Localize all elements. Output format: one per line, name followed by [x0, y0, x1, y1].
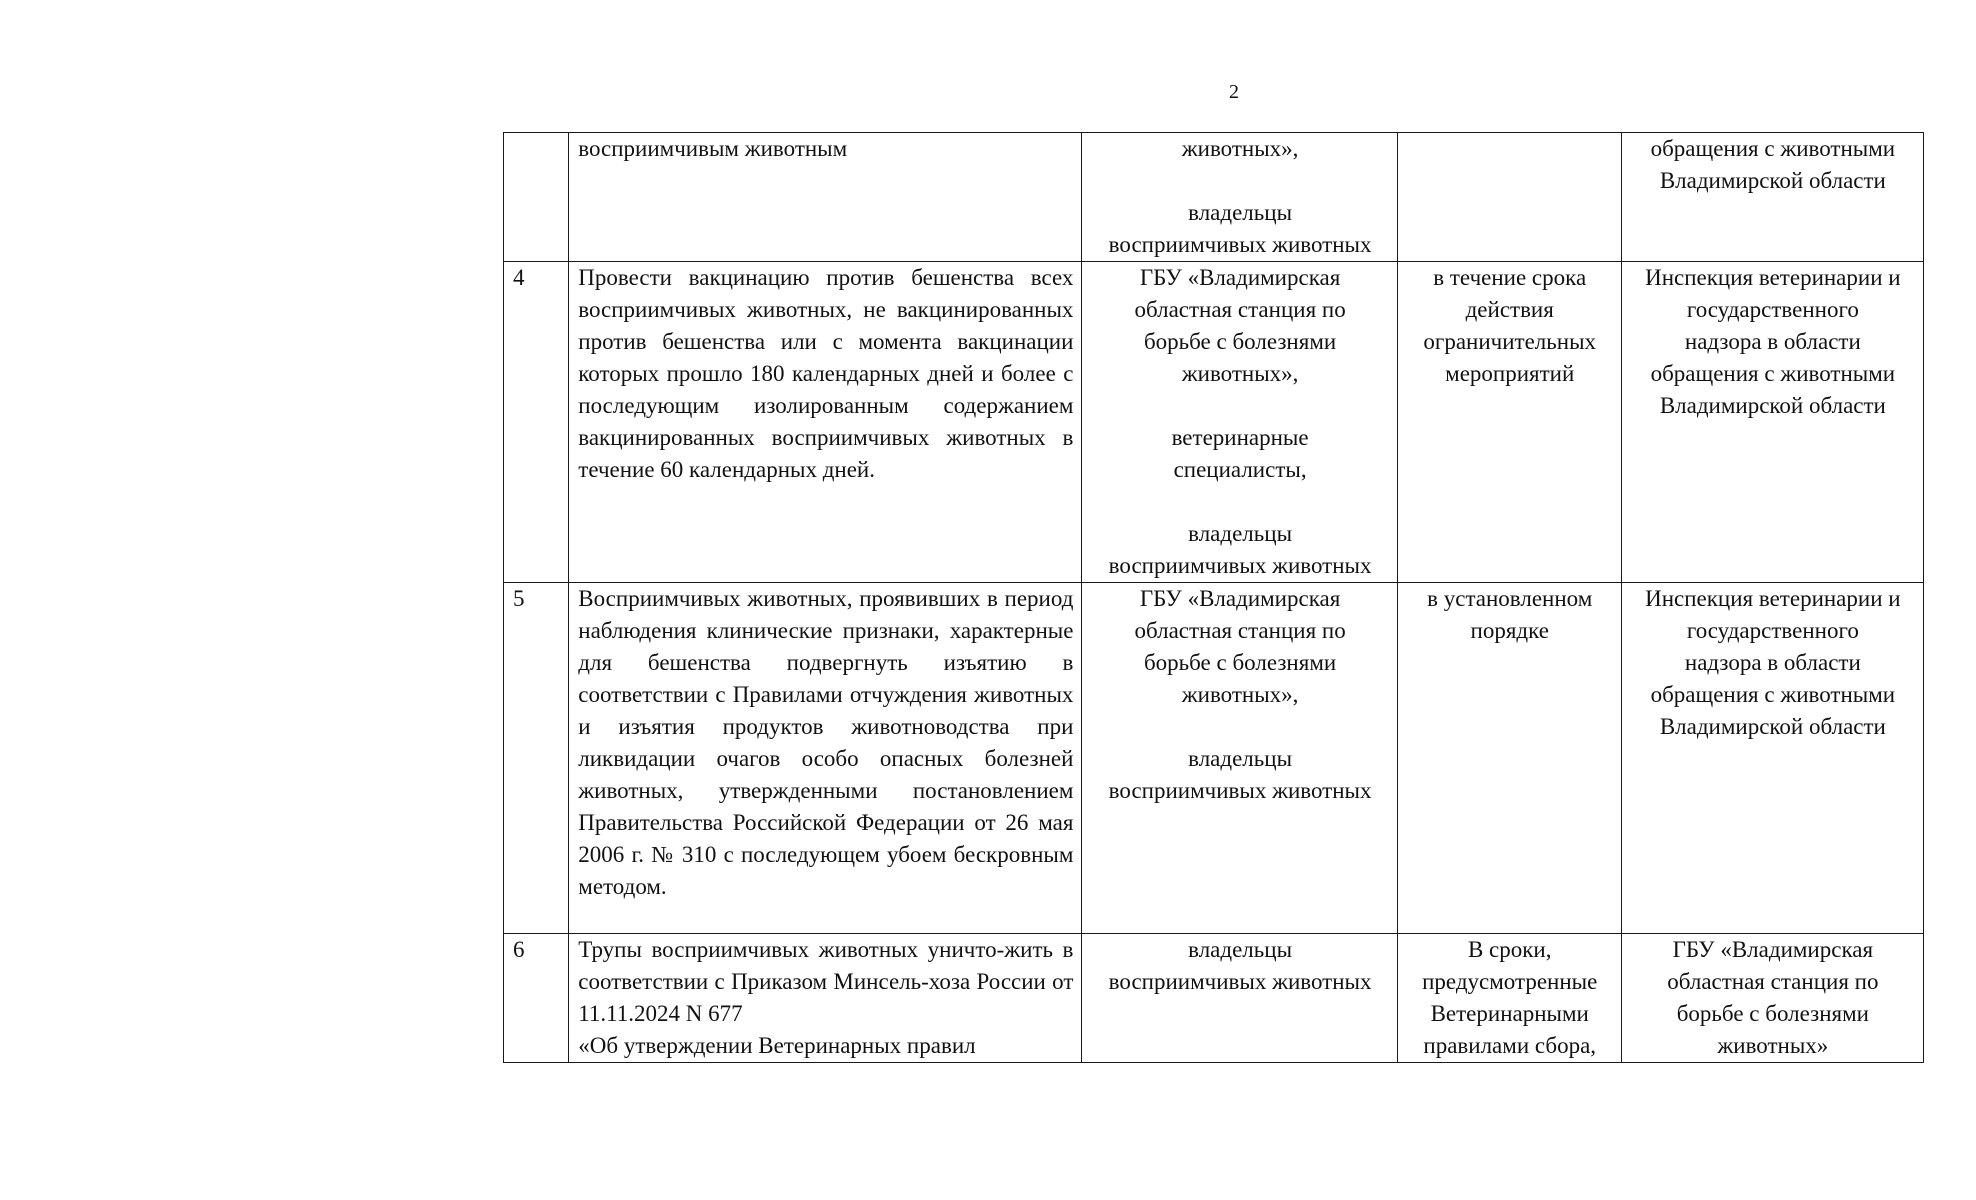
action-cell: Восприимчивых животных, проявивших в период наблюдения клинические признаки, характерные для бешенства подвергнуть изъятию в соответствии с Правилами отчуждения животных и изъятия продуктов животноводства при ликвидации очагов особо опасных болезней животных, утвержденными постановлением Правительства Российской Федерации от 26 мая 2006 г. № 310 с последующем убоем бескровным методом. [569, 583, 1082, 934]
table-row [504, 262, 1924, 583]
page-number: 2 [1229, 81, 1239, 103]
action-cell: Провести вакцинацию против бешенства всех восприимчивых животных, не вакцинированных против бешенства или с момента вакцинации которых прошло 180 календарных дней и более с последующим изолированным содержанием вакцинированных восприимчивых животных в течение 60 календарных дней. [569, 262, 1082, 583]
executor-cell: животных», владельцы восприимчивых животных [1082, 133, 1397, 262]
row-number-cell: 6 [504, 934, 569, 1063]
control-cell: Инспекция ветеринарии и государственного надзора в области обращения с животными Владимирской области [1621, 583, 1923, 934]
action-cell: Трупы восприимчивых животных уничто-жить в соответствии с Приказом Минсель-хоза России от 11.11.2024 N 677 «Об утверждении Ветеринарных правил [569, 934, 1082, 1063]
executor-cell: владельцы восприимчивых животных [1082, 934, 1397, 1063]
table-row [504, 133, 1924, 262]
control-cell: ГБУ «Владимирская областная станция по борьбе с болезнями животных» [1621, 934, 1923, 1063]
term-cell: В сроки, предусмотренные Ветеринарными правилами сбора, [1397, 934, 1621, 1063]
executor-cell: ГБУ «Владимирская областная станция по борьбе с болезнями животных», ветеринарные специалисты, владельцы восприимчивых животных [1082, 262, 1397, 583]
control-cell: Инспекция ветеринарии и государственного надзора в области обращения с животными Владимирской области [1621, 262, 1923, 583]
table-row [504, 583, 1924, 934]
term-cell: в течение срока действия ограничительных мероприятий [1397, 262, 1621, 583]
row-number-cell [504, 133, 569, 262]
executor-cell: ГБУ «Владимирская областная станция по борьбе с болезнями животных», владельцы восприимчивых животных [1082, 583, 1397, 934]
row-number-cell: 4 [504, 262, 569, 583]
term-cell [1397, 133, 1621, 262]
term-cell: в установленном порядке [1397, 583, 1621, 934]
table-row [504, 934, 1924, 1063]
action-cell: восприимчивым животным [569, 133, 1082, 262]
measures-table [503, 132, 1924, 1063]
row-number-cell: 5 [504, 583, 569, 934]
control-cell: обращения с животными Владимирской области [1621, 133, 1923, 262]
